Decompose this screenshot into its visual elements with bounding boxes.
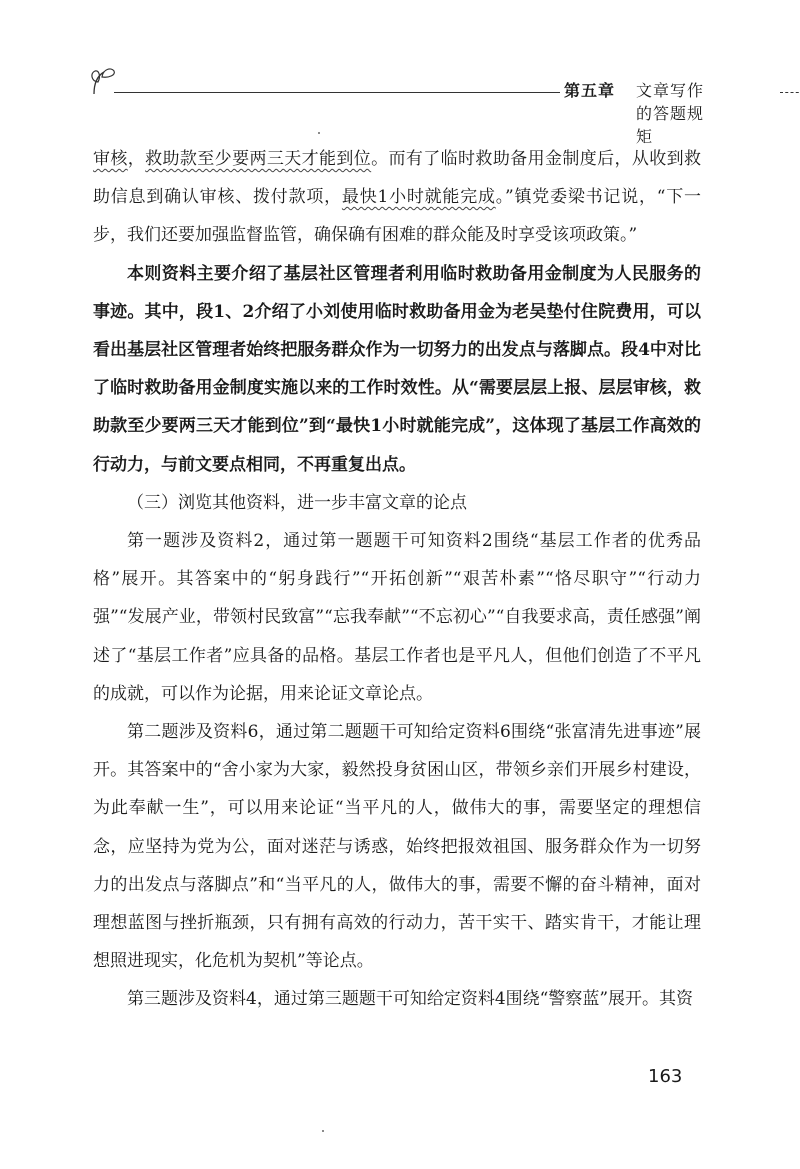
running-header	[88, 62, 714, 146]
wavy-underlined-text: 最快1小时就能完成	[341, 187, 496, 208]
page-number: 163	[648, 1066, 683, 1087]
paragraph-continuation	[93, 140, 701, 255]
analysis-paragraph: 本则资料主要介绍了基层社区管理者利用临时救助备用金制度为人民服务的事迹。其中，段1、2介绍了小刘使用临时救助备用金为老吴垫付住院费用，可以看出基层社区管理者始终把服务群众作为一切努力的出发点与落脚点。段4中对比了临时救助备用金制度实施以来的工作时效性。从“需要层层上报、层层审核，救助款至少要两三天才能到位”到“最快1小时就能完成”，这体现了基层工作高效的行动力，与前文要点相同，不再重复出点。	[93, 263, 701, 475]
paragraph-text: 。”镇党委梁书记说，“下一步，我们还要加强监督监管，确保确有困难的群众能及时享受该项政策。”	[93, 187, 702, 246]
paragraph-text: ，	[127, 149, 146, 169]
paragraph-question-3: 第三题涉及资料4，通过第三题题干可知给定资料4围绕“警察蓝”展开。其资	[127, 989, 694, 1010]
header-rule-left	[114, 92, 560, 93]
header-rule-right	[780, 92, 800, 93]
wavy-underlined-text: 审核	[93, 149, 128, 169]
paragraph-question-1: 第一题涉及资料2，通过第一题题干可知资料2围绕“基层工作者的优秀品格”展开。其答案中的“躬身践行”“开拓创新”“艰苦朴素”“恪尽职守”“行动力强”“发展产业，带领村民致富”“忘我奉献”“不忘初心”“自我要求高，责任感强”阐述了“基层工作者”应具备的品格。基层工作者也是平凡人，但他们创造了不平凡的成就，可以作为论据，用来论证文章论点。	[93, 531, 701, 704]
page-body	[93, 140, 701, 1019]
scan-speck	[318, 132, 320, 134]
wavy-underlined-text: 救助款至少要两三天才能到位	[145, 149, 372, 169]
paragraph-question-2: 第二题涉及资料6，通过第二题题干可知给定资料6围绕“张富清先进事迹”展开。其答案中的“舍小家为大家，毅然投身贫困山区，带领乡亲们开展乡村建设，为此奉献一生”，可以用来论证“当平凡的人，做伟大的事，需要坚定的理想信念，应坚持为党为公，面对迷茫与诱惑，始终把报效祖国、服务群众作为一切努力的出发点与落脚点”和“当平凡的人，做伟大的事，需要不懈的奋斗精神，面对理想蓝图与挫折瓶颈，只有拥有高效的行动力，苦干实干、踏实肯干，才能让理想照进现实，化危机为契机”等论点。	[93, 722, 701, 972]
chapter-label: 第五章	[564, 81, 616, 100]
section-heading: （三）浏览其他资料，进一步丰富文章的论点	[127, 492, 467, 513]
paragraph-text: 。而有了临时救助备用金制度后，从收到救助信息到确认审核、拨付款项，	[93, 149, 702, 208]
scan-speck	[322, 1130, 324, 1132]
chapter-subtitle: 文章写作的答题规矩	[636, 81, 705, 146]
